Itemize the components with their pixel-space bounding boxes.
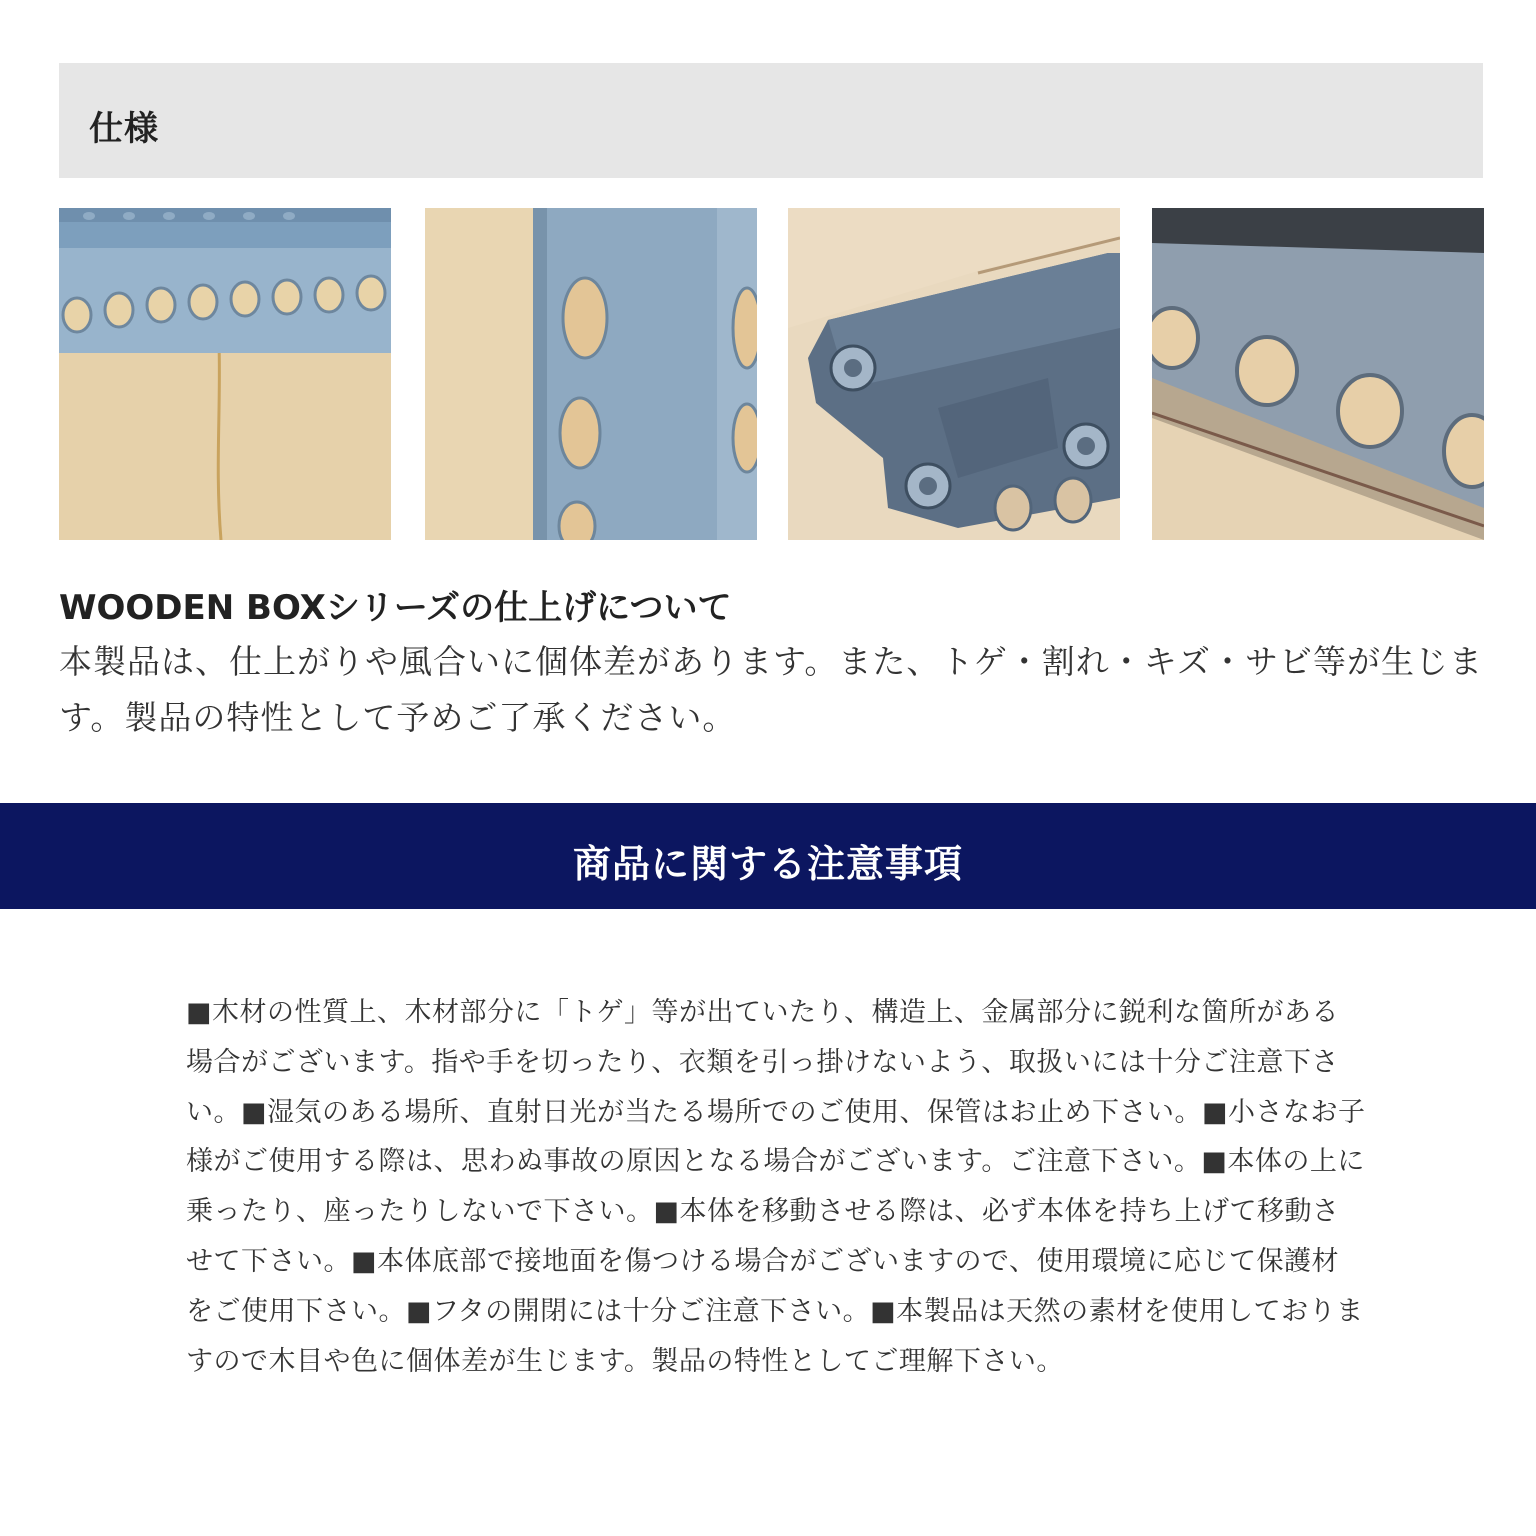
- spec-header: [59, 63, 1483, 178]
- notice-body: ■木材の性質上、木材部分に「トゲ」等が出ていたり、構造上、金属部分に鋭利な箇所がある場合がございます。指や手を切ったり、衣類を引っ掛けないよう、取扱いには十分ご注意下さい。■湿気のある場所、直射日光が当たる場所でのご使用、保管はお止め下さい。■小さなお子様がご使用する際は、思わぬ事故の原因となる場合がございます。ご注意下さい。■本体の上に乗ったり、座ったりしないで下さい。■本体を移動させる際は、必ず本体を持ち上げて移動させて下さい。■本体底部で接地面を傷つける場合がございますので、使用環境に応じて保護材をご使用下さい。■フタの開閉には十分ご注意下さい。■本製品は天然の素材を使用しておりますので木目や色に個体差が生じます。製品の特性としてご理解下さい。: [186, 997, 1366, 1377]
- notice-title: 商品に関する注意事項: [572, 842, 963, 886]
- finish-heading: WOODEN BOXシリーズの仕上げについて: [59, 588, 732, 628]
- product-photo-4: [1152, 208, 1484, 540]
- notice-banner: [0, 803, 1536, 909]
- product-photo-2: [425, 208, 757, 540]
- finish-description: 本製品は、仕上がりや風合いに個体差があります。また、トゲ・割れ・キズ・サビ等が生じます。製品の特性として予めご了承ください。: [59, 642, 1484, 737]
- spec-title: 仕様: [89, 109, 159, 149]
- product-photo-1: [59, 208, 391, 540]
- product-photo-3: [788, 208, 1120, 540]
